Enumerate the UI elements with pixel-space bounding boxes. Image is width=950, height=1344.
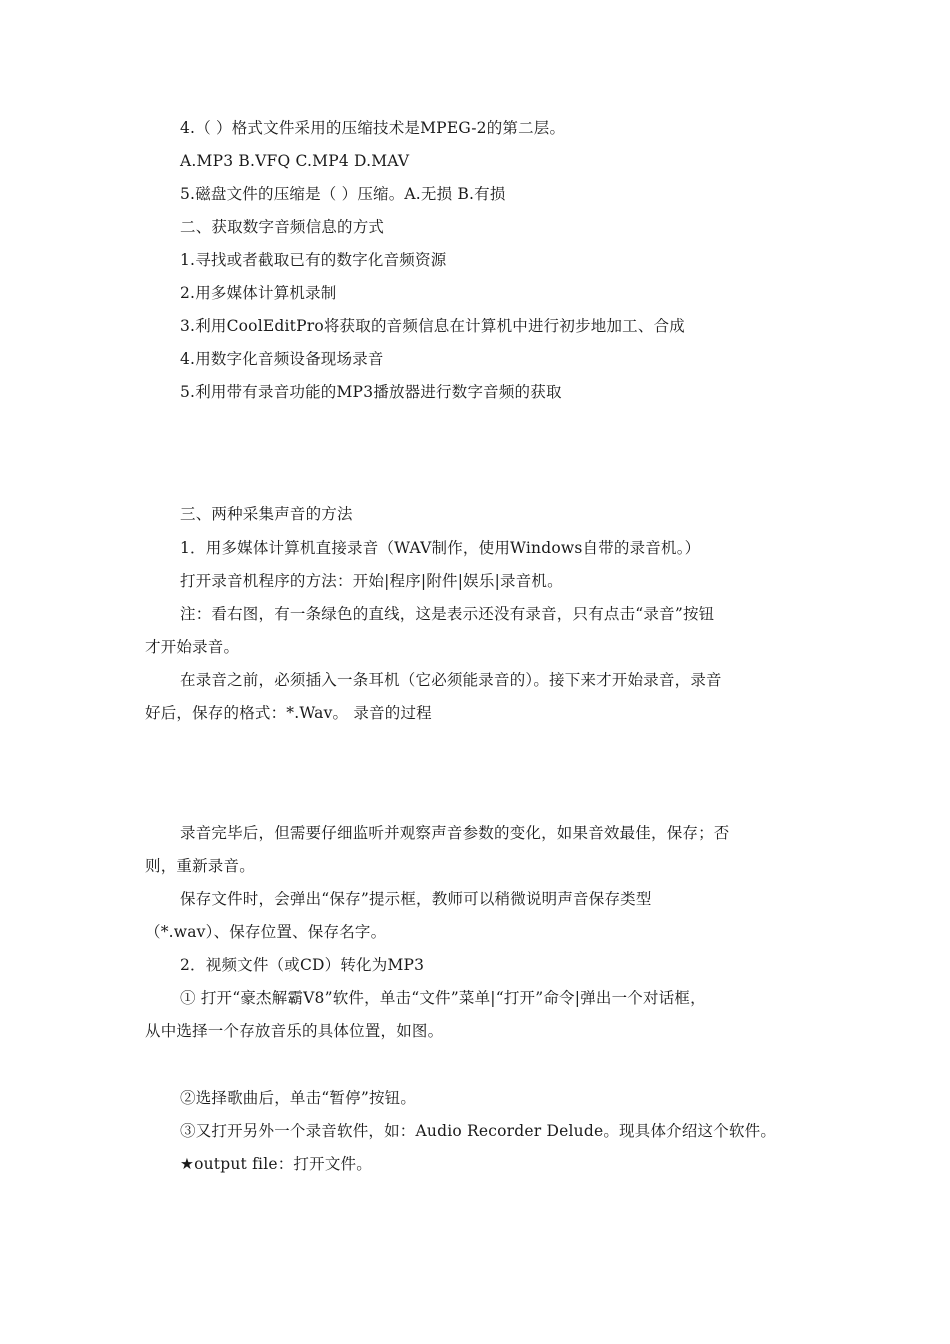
paragraph-line: 则，重新录音。	[145, 857, 255, 875]
question-4-options: A.MP3 B.VFQ C.MP4 D.MAV	[180, 152, 410, 170]
paragraph-line: ③又打开另外一个录音软件，如：Audio Recorder Delude。现具体介绍这个软件。	[180, 1122, 777, 1140]
paragraph-line: ① 打开“豪杰解霸V8”软件，单击“文件”菜单|“打开”命令|弹出一个对话框，	[180, 989, 706, 1007]
question-4: 4.（ ）格式文件采用的压缩技术是MPEG-2的第二层。	[180, 119, 566, 137]
paragraph-line: 好后，保存的格式：*.Wav。 录音的过程	[145, 704, 432, 722]
list-item: 2.用多媒体计算机录制	[180, 284, 337, 302]
question-5: 5.磁盘文件的压缩是（ ）压缩。A.无损 B.有损	[180, 185, 506, 203]
section-2-heading: 二、获取数字音频信息的方式	[180, 218, 385, 236]
paragraph-line: 才开始录音。	[145, 638, 240, 656]
paragraph-line: （*.wav）、保存位置、保存名字。	[145, 923, 387, 941]
paragraph-line: 录音完毕后，但需要仔细监听并观察声音参数的变化，如果音效最佳，保存；否	[180, 824, 730, 842]
paragraph-line: ★output file：打开文件。	[180, 1155, 372, 1173]
paragraph-line: ②选择歌曲后，单击“暂停”按钮。	[180, 1089, 417, 1107]
section-3-heading: 三、两种采集声音的方法	[180, 505, 353, 523]
paragraph-line: 2．视频文件（或CD）转化为MP3	[180, 956, 425, 974]
list-item: 5.利用带有录音功能的MP3播放器进行数字音频的获取	[180, 383, 562, 401]
paragraph-line: 打开录音机程序的方法：开始|程序|附件|娱乐|录音机。	[180, 572, 563, 590]
paragraph-line: 在录音之前，必须插入一条耳机（它必须能录音的）。接下来才开始录音，录音	[180, 671, 722, 689]
paragraph-line: 注：看右图，有一条绿色的直线，这是表示还没有录音，只有点击“录音”按钮	[180, 605, 715, 623]
list-item: 1.寻找或者截取已有的数字化音频资源	[180, 251, 447, 269]
paragraph-line: 保存文件时，会弹出“保存”提示框，教师可以稍微说明声音保存类型	[180, 890, 652, 908]
list-item: 3.利用CoolEditPro将获取的音频信息在计算机中进行初步地加工、合成	[180, 317, 685, 335]
list-item: 4.用数字化音频设备现场录音	[180, 350, 384, 368]
paragraph-line: 1．用多媒体计算机直接录音（WAV制作，使用Windows自带的录音机。）	[180, 539, 701, 557]
paragraph-line: 从中选择一个存放音乐的具体位置，如图。	[145, 1022, 444, 1040]
